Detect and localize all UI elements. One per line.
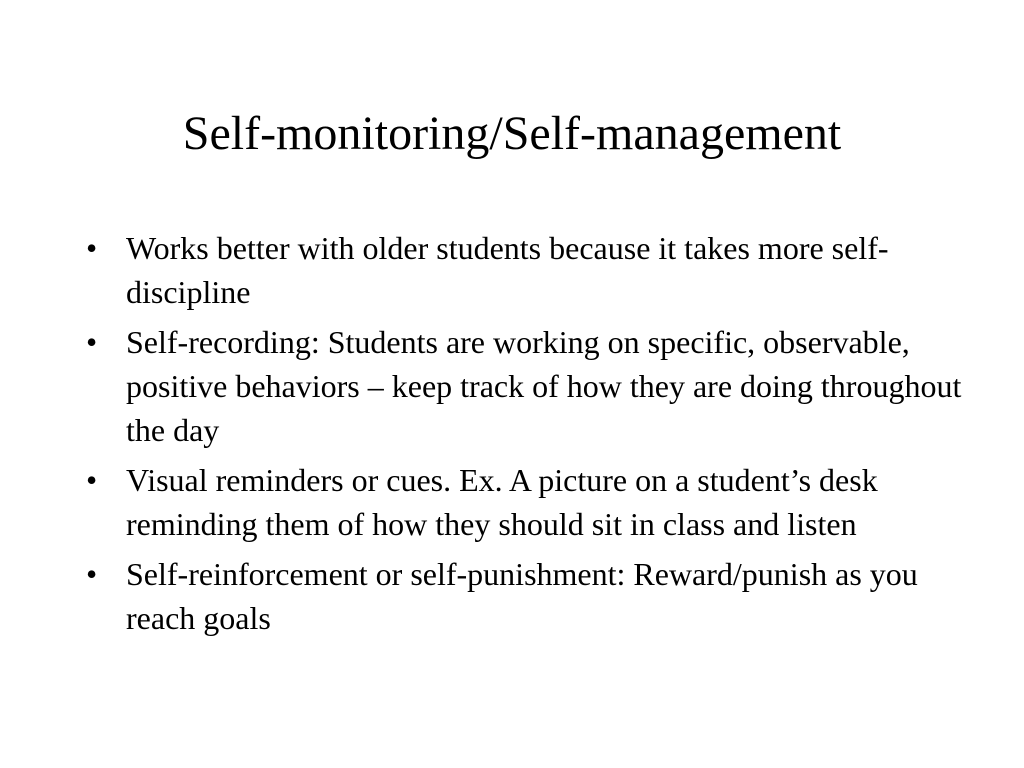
bullet-item xyxy=(84,458,964,546)
bullet-dot-icon: • xyxy=(86,324,98,360)
bullet-dot-icon: • xyxy=(86,230,98,266)
bullet-text: Works better with older students because it takes more self-discipline xyxy=(126,230,889,310)
bullet-list xyxy=(84,226,964,646)
bullet-item xyxy=(84,552,964,640)
bullet-text: Visual reminders or cues. Ex. A picture on a student’s desk reminding them of how they should sit in class and listen xyxy=(126,462,878,542)
slide-title: Self-monitoring/Self-management xyxy=(182,107,842,160)
bullet-dot-icon: • xyxy=(86,556,98,592)
bullet-text: Self-reinforcement or self-punishment: Reward/punish as you reach goals xyxy=(126,556,918,636)
bullet-text: Self-recording: Students are working on specific, observable, positive behaviors – keep track of how they are doing throughout the day xyxy=(126,324,962,448)
bullet-item xyxy=(84,226,964,314)
bullet-dot-icon: • xyxy=(86,462,98,498)
bullet-item xyxy=(84,320,964,452)
